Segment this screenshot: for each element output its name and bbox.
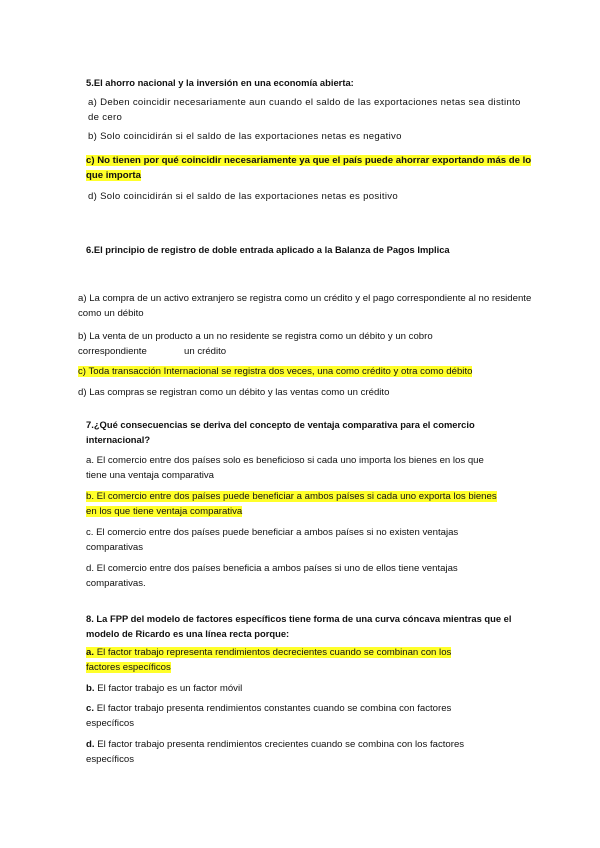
question-5-title: 5.El ahorro nacional y la inversión en una economía abierta: — [86, 77, 354, 88]
question-6-option-b-line2b: un crédito — [184, 346, 227, 357]
question-5-option-a: a) Deben coincidir necesariamente aun cuando el saldo de las exportaciones netas sea distinto de cero — [88, 97, 521, 123]
question-8-option-c-letter: c. — [86, 703, 95, 714]
question-5-option-c-text: c) No tienen por qué coincidir necesariamente ya que el país puede ahorrar exportando más de lo que importa — [86, 155, 532, 181]
question-8-option-d — [86, 738, 496, 767]
question-8-option-c — [86, 702, 486, 731]
question-6-title: 6.El principio de registro de doble entrada aplicado a la Balanza de Pagos Implica — [86, 244, 450, 255]
question-8-option-b-letter: b. — [86, 683, 95, 694]
question-6-option-a: a) La compra de un activo extranjero se registra como un crédito y el pago correspondiente al no residente como un débito — [78, 293, 532, 319]
question-5-option-d: d) Solo coincidirán si el saldo de las exportaciones netas es positivo — [88, 191, 399, 202]
question-6-option-b-line1: b) La venta de un producto a un no residente se registra como un débito y un cobro — [78, 331, 433, 342]
question-7-option-b — [86, 490, 506, 519]
question-6-option-b-line2a: correspondiente — [78, 346, 147, 357]
question-5-option-c — [86, 154, 536, 183]
question-8-option-b — [86, 682, 506, 697]
question-7-option-b-text: b. El comercio entre dos países puede beneficiar a ambos países si cada uno exporta los bienes en los que tiene ventaja comparativa — [86, 491, 497, 517]
question-8-option-a — [86, 646, 486, 675]
question-7-option-c: c. El comercio entre dos países puede beneficiar a ambos países si no existen ventajas comparativas — [86, 527, 459, 553]
question-8-option-a-text — [86, 647, 451, 673]
question-8-option-b-body: El factor trabajo es un factor móvil — [97, 683, 243, 694]
question-6-option-c — [78, 365, 538, 380]
question-8-option-c-body: El factor trabajo presenta rendimientos constantes cuando se combina con factores específicos — [86, 703, 452, 729]
question-7-option-a: a. El comercio entre dos países solo es beneficioso si cada uno importa los bienes en los que tiene una ventaja comparativa — [86, 455, 484, 481]
question-8-option-a-letter: a. — [86, 647, 95, 658]
question-5-option-b: b) Solo coincidirán si el saldo de las exportaciones netas es negativo — [88, 131, 402, 142]
question-8-title: 8. La FPP del modelo de factores específicos tiene forma de una curva cóncava mientras que el modelo de Ricardo es una línea recta porque: — [86, 613, 512, 639]
question-7-option-d: d. El comercio entre dos países beneficia a ambos países si uno de ellos tiene ventajas comparativas. — [86, 563, 458, 589]
question-7-title: 7.¿Qué consecuencias se deriva del concepto de ventaja comparativa para el comercio internacional? — [86, 419, 475, 445]
question-6-option-d: d) Las compras se registran como un débito y las ventas como un crédito — [78, 387, 390, 398]
question-6-option-c-text: c) Toda transacción Internacional se registra dos veces, una como crédito y otra como débito — [78, 366, 473, 377]
question-8-option-d-letter: d. — [86, 739, 95, 750]
question-8-option-a-body: El factor trabajo representa rendimientos decrecientes cuando se combinan con los factores específicos — [86, 647, 452, 673]
question-8-option-d-body: El factor trabajo presenta rendimientos crecientes cuando se combina con los factores específicos — [86, 739, 465, 765]
